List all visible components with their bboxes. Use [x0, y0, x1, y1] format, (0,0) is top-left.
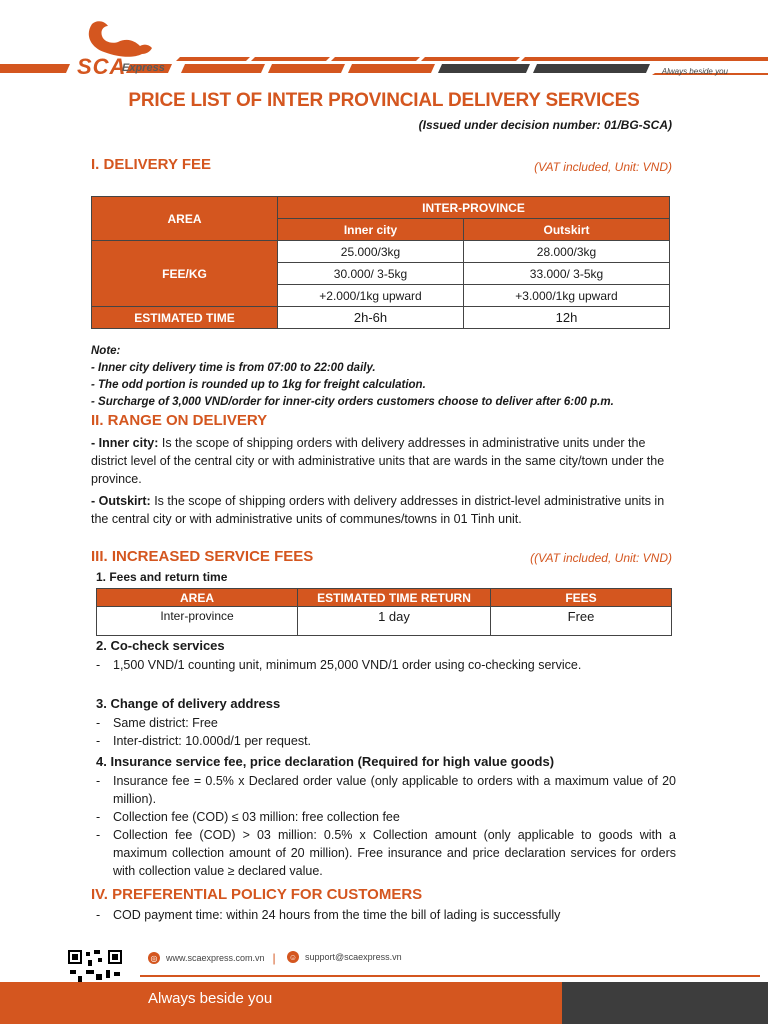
list-item: - COD payment time: within 24 hours from the time the bill of lading is successfully	[96, 908, 561, 922]
inner-city-header: Inner city	[278, 219, 464, 241]
area-header: AREA	[92, 197, 278, 241]
sub3-heading: 3. Change of delivery address	[96, 696, 281, 711]
area-col-header: AREA	[97, 589, 298, 607]
list-item: - Same district: Free	[96, 716, 218, 730]
support-icon: ☺	[288, 952, 298, 962]
page-title: PRICE LIST OF INTER PROVINCIAL DELIVERY SERVICES	[128, 90, 640, 111]
email-link[interactable]: support@scaexpress.vn	[305, 952, 402, 962]
outskirt-header: Outskirt	[464, 219, 670, 241]
fee-cell: +2.000/1kg upward	[278, 285, 464, 307]
website-link[interactable]: www.scaexpress.com.vn	[166, 953, 265, 963]
header	[0, 0, 768, 90]
fee-cell: +3.000/1kg upward	[464, 285, 670, 307]
inner-city-label: - Inner city:	[91, 436, 159, 450]
outskirt-label: - Outskirt:	[91, 494, 151, 508]
inner-city-text: Is the scope of shipping orders with delivery addresses in administrative units under the district level of the central city or with administrative units that are wards in the same city/town under the province.	[91, 436, 665, 486]
return-time-cell: 1 day	[298, 607, 491, 636]
footer-line	[140, 975, 760, 977]
fee-cell: 25.000/3kg	[278, 241, 464, 263]
note-line: Note:	[91, 345, 121, 357]
section1-unit-note: (VAT included, Unit: VND)	[534, 160, 672, 174]
fees-cell: Free	[491, 607, 672, 636]
list-item: - 1,500 VND/1 counting unit, minimum 25,000 VND/1 order using co-checking service.	[96, 658, 582, 672]
list-item: - Insurance fee = 0.5% x Declared order value (only applicable to orders with a maximum value of 20 million).	[96, 774, 676, 806]
header-tagline: Always beside you	[661, 67, 728, 76]
inner-city-definition	[91, 434, 681, 488]
section3-heading: III. INCREASED SERVICE FEES	[91, 548, 314, 565]
area-cell: Inter-province	[97, 607, 298, 636]
logo-express-text: Express	[122, 62, 165, 74]
note-line: - The odd portion is rounded up to 1kg for freight calculation.	[91, 379, 426, 391]
section3-unit-note: ((VAT included, Unit: VND)	[530, 551, 672, 565]
note-line: - Surcharge of 3,000 VND/order for inner-city orders customers choose to deliver after 6:00 p.m.	[91, 396, 614, 408]
fee-cell: 30.000/ 3-5kg	[278, 263, 464, 285]
section1-heading: I. DELIVERY FEE	[91, 156, 212, 173]
time-outskirt-cell: 12h	[464, 307, 670, 329]
contact-separator: |	[272, 951, 276, 965]
fee-kg-label: FEE/KG	[92, 241, 278, 307]
section2-heading: II. RANGE ON DELIVERY	[91, 412, 268, 429]
co-check-list	[96, 656, 676, 674]
outskirt-definition	[91, 492, 681, 528]
list-item: - Collection fee (COD) ≤ 03 million: free collection fee	[96, 810, 400, 824]
outskirt-text: Is the scope of shipping orders with delivery addresses in district-level administrative units in the central city or with administrative units of communes/towns in 01 Tinh unit.	[91, 494, 665, 526]
sub2-heading: 2. Co-check services	[96, 638, 225, 653]
return-fee-table	[96, 588, 672, 636]
preferential-list	[96, 906, 676, 924]
fees-col-header: FEES	[491, 589, 672, 607]
insurance-list	[96, 772, 676, 880]
note-line: - Inner city delivery time is from 07:00 to 22:00 daily.	[91, 362, 376, 374]
page-subtitle: (Issued under decision number: 01/BG-SCA)	[418, 118, 672, 132]
delivery-notes	[91, 343, 614, 411]
delivery-fee-table	[91, 196, 670, 329]
fee-cell: 33.000/ 3-5kg	[464, 263, 670, 285]
footer-tagline: Always beside you	[148, 990, 273, 1007]
sub4-heading: 4. Insurance service fee, price declaration (Required for high value goods)	[96, 754, 555, 769]
list-item: - Collection fee (COD) > 03 million: 0.5% x Collection amount (only applicable to goods with a maximum collection amount of 20 million). Free insurance and price declaration services for orders with collection value ≥ declared value.	[96, 828, 676, 878]
address-change-list	[96, 714, 676, 750]
email-contact[interactable]	[287, 951, 402, 963]
list-item: - Inter-district: 10.000d/1 per request.	[96, 734, 312, 748]
footer-dark-block	[562, 982, 768, 1024]
logo-text: SCA	[77, 54, 127, 79]
estimated-time-label: ESTIMATED TIME	[92, 307, 278, 329]
website-contact[interactable]	[148, 951, 276, 965]
inter-province-header: INTER-PROVINCE	[278, 197, 670, 219]
globe-icon: ◎	[148, 952, 160, 964]
section4-heading: IV. PREFERENTIAL POLICY FOR CUSTOMERS	[91, 886, 423, 903]
fee-cell: 28.000/3kg	[464, 241, 670, 263]
sub1-heading: 1. Fees and return time	[96, 570, 228, 584]
time-inner-cell: 2h-6h	[278, 307, 464, 329]
return-time-col-header: ESTIMATED TIME RETURN	[298, 589, 491, 607]
